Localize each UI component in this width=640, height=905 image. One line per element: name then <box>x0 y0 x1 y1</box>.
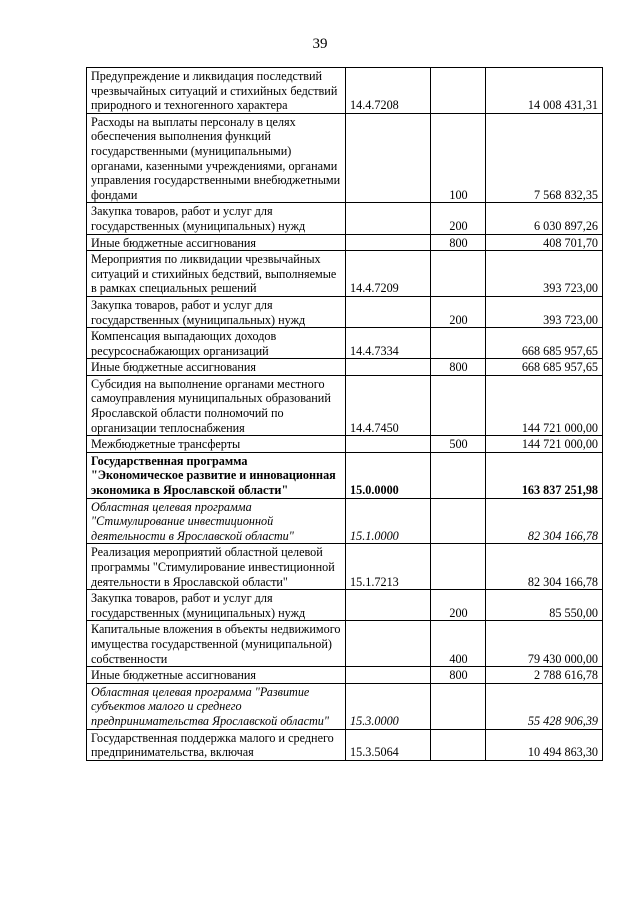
row-expense-type: 800 <box>431 359 486 376</box>
row-expense-type: 800 <box>431 234 486 251</box>
row-name: Расходы на выплаты персоналу в целях обеспечения выполнения функций государственными (муниципальными) органами, казенными учреждениями, органами управления государственными внебюджетными фондами <box>87 113 346 203</box>
row-code: 15.1.0000 <box>346 498 431 544</box>
row-code: 15.1.7213 <box>346 544 431 590</box>
row-expense-type: 400 <box>431 621 486 667</box>
row-name: Иные бюджетные ассигнования <box>87 359 346 376</box>
row-amount: 85 550,00 <box>486 590 603 621</box>
table-row <box>87 328 603 359</box>
row-amount: 14 008 431,31 <box>486 68 603 114</box>
row-expense-type: 200 <box>431 590 486 621</box>
table-row <box>87 234 603 251</box>
row-name: Иные бюджетные ассигнования <box>87 667 346 684</box>
row-name: Закупка товаров, работ и услуг для государственных (муниципальных) нужд <box>87 590 346 621</box>
row-code <box>346 667 431 684</box>
row-name: Иные бюджетные ассигнования <box>87 234 346 251</box>
table-row <box>87 359 603 376</box>
table-row <box>87 590 603 621</box>
row-code: 14.4.7450 <box>346 375 431 435</box>
table-row <box>87 375 603 435</box>
row-amount: 144 721 000,00 <box>486 375 603 435</box>
row-amount: 79 430 000,00 <box>486 621 603 667</box>
row-amount: 163 837 251,98 <box>486 452 603 498</box>
row-expense-type: 800 <box>431 667 486 684</box>
row-amount: 6 030 897,26 <box>486 203 603 234</box>
budget-table <box>86 67 603 761</box>
page-number: 39 <box>312 36 328 52</box>
row-expense-type <box>431 68 486 114</box>
row-name: Государственная программа "Экономическое развитие и инновационная экономика в Ярославской области" <box>87 452 346 498</box>
row-code: 15.3.5064 <box>346 729 431 760</box>
row-code <box>346 590 431 621</box>
table-row <box>87 498 603 544</box>
row-name: Субсидия на выполнение органами местного самоуправления муниципальных образований Ярославской области полномочий по организации теплоснабжения <box>87 375 346 435</box>
row-expense-type <box>431 251 486 297</box>
row-name: Капитальные вложения в объекты недвижимого имущества государственной (муниципальной) собственности <box>87 621 346 667</box>
row-expense-type <box>431 452 486 498</box>
row-amount: 82 304 166,78 <box>486 544 603 590</box>
row-name: Реализация мероприятий областной целевой программы "Стимулирование инвестиционной деятельности в Ярославской области" <box>87 544 346 590</box>
row-amount: 55 428 906,39 <box>486 683 603 729</box>
table-row <box>87 296 603 327</box>
row-name: Областная целевая программа "Стимулирование инвестиционной деятельности в Ярославской области" <box>87 498 346 544</box>
row-code: 14.4.7334 <box>346 328 431 359</box>
table-row <box>87 621 603 667</box>
row-name: Закупка товаров, работ и услуг для государственных (муниципальных) нужд <box>87 203 346 234</box>
row-amount: 668 685 957,65 <box>486 328 603 359</box>
row-expense-type <box>431 683 486 729</box>
row-amount: 144 721 000,00 <box>486 436 603 453</box>
row-code <box>346 234 431 251</box>
row-expense-type <box>431 498 486 544</box>
row-expense-type: 100 <box>431 113 486 203</box>
row-expense-type <box>431 544 486 590</box>
table-row <box>87 251 603 297</box>
row-amount: 2 788 616,78 <box>486 667 603 684</box>
row-code: 14.4.7209 <box>346 251 431 297</box>
row-code <box>346 436 431 453</box>
row-expense-type <box>431 375 486 435</box>
row-code: 15.3.0000 <box>346 683 431 729</box>
row-name: Закупка товаров, работ и услуг для государственных (муниципальных) нужд <box>87 296 346 327</box>
row-name: Компенсация выпадающих доходов ресурсоснабжающих организаций <box>87 328 346 359</box>
row-code <box>346 203 431 234</box>
row-name: Предупреждение и ликвидация последствий чрезвычайных ситуаций и стихийных бедствий природного и техногенного характера <box>87 68 346 114</box>
table-row <box>87 113 603 203</box>
table-row <box>87 729 603 760</box>
table-row <box>87 683 603 729</box>
row-name: Межбюджетные трансферты <box>87 436 346 453</box>
row-expense-type <box>431 729 486 760</box>
table-row <box>87 68 603 114</box>
table-row <box>87 544 603 590</box>
row-amount: 668 685 957,65 <box>486 359 603 376</box>
row-code: 14.4.7208 <box>346 68 431 114</box>
row-code <box>346 113 431 203</box>
row-expense-type: 500 <box>431 436 486 453</box>
row-code <box>346 359 431 376</box>
row-code <box>346 621 431 667</box>
row-name: Государственная поддержка малого и среднего предпринимательства, включая <box>87 729 346 760</box>
row-expense-type <box>431 328 486 359</box>
row-code <box>346 296 431 327</box>
row-amount: 393 723,00 <box>486 296 603 327</box>
table-row <box>87 667 603 684</box>
table-row <box>87 436 603 453</box>
row-code: 15.0.0000 <box>346 452 431 498</box>
row-amount: 82 304 166,78 <box>486 498 603 544</box>
row-name: Мероприятия по ликвидации чрезвычайных ситуаций и стихийных бедствий, выполняемые в рамках специальных решений <box>87 251 346 297</box>
row-expense-type: 200 <box>431 296 486 327</box>
row-amount: 10 494 863,30 <box>486 729 603 760</box>
row-amount: 408 701,70 <box>486 234 603 251</box>
table-row <box>87 452 603 498</box>
row-name: Областная целевая программа "Развитие субъектов малого и среднего предпринимательства Ярославской области" <box>87 683 346 729</box>
row-amount: 393 723,00 <box>486 251 603 297</box>
table-row <box>87 203 603 234</box>
row-amount: 7 568 832,35 <box>486 113 603 203</box>
row-expense-type: 200 <box>431 203 486 234</box>
